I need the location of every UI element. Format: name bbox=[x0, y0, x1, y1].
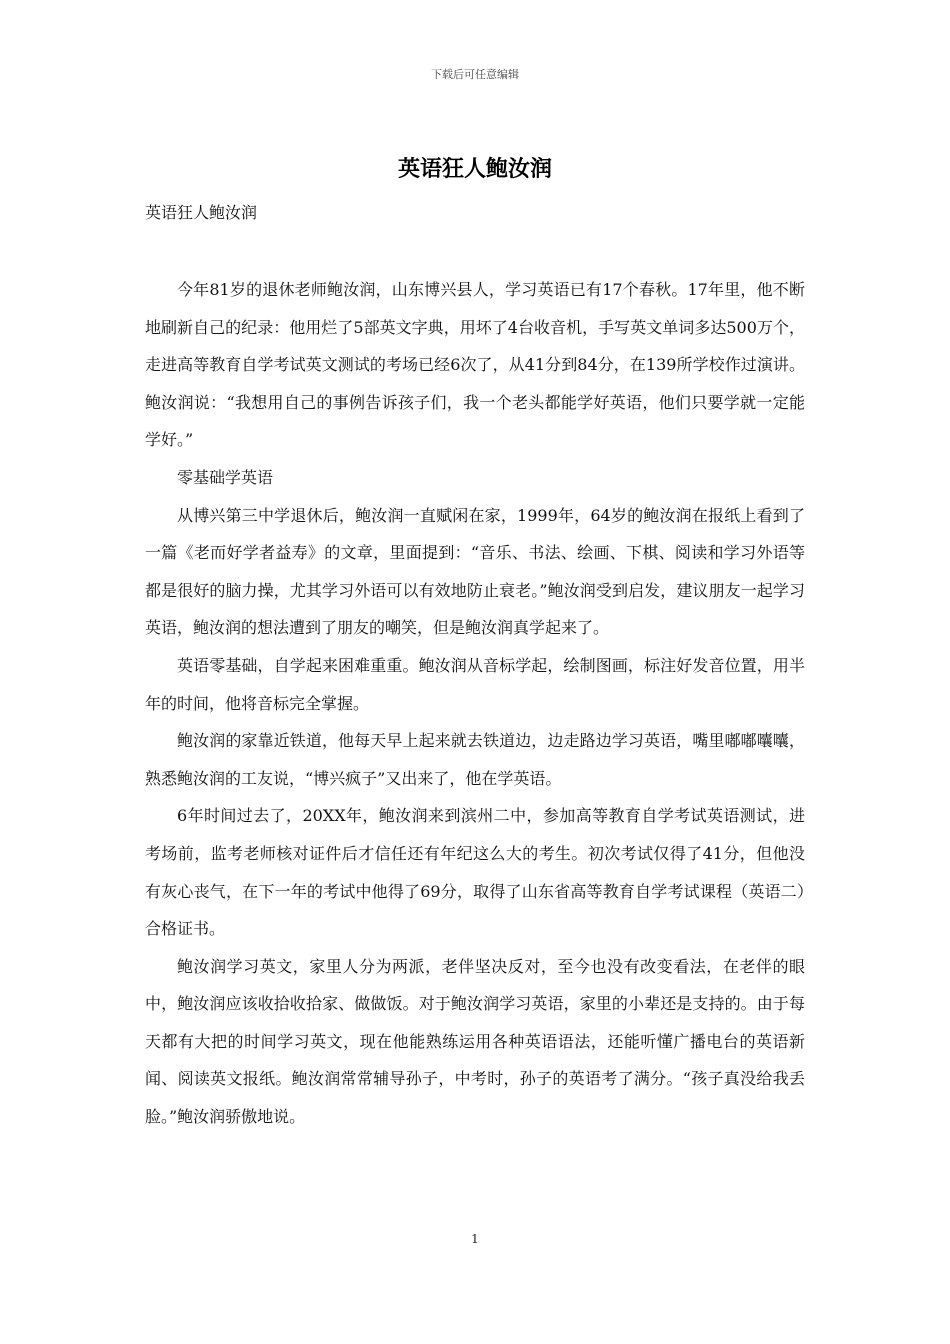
paragraph: 6年时间过去了，20XX年，鲍汝润来到滨州二中，参加高等教育自学考试英语测试，进考场前，监考老师核对证件后才信任还有年纪这么大的考生。初次考试仅得了41分，但他没有灰心丧气，在下一年的考试中他得了69分，取得了山东省高等教育自学考试课程（英语二）合格证书。 bbox=[145, 806, 805, 939]
section-heading: 零基础学英语 bbox=[177, 467, 274, 487]
page-number: 1 bbox=[471, 1232, 479, 1246]
paragraph: 鲍汝润学习英文，家里人分为两派，老伴坚决反对，至今也没有改变看法，在老伴的眼中，鲍汝润应该收拾收拾家、做做饭。对于鲍汝润学习英语，家里的小辈还是支持的。由于每天都有大把的时间学习英文，现在他能熟练运用各种英语语法，还能听懂广播电台的英语新闻、阅读英文报纸。鲍汝润常常辅导孙子，中考时，孙子的英语考了满分。“孩子真没给我丢脸。”鲍汝润骄傲地说。 bbox=[145, 956, 805, 1127]
document-subtitle: 英语狂人鲍汝润 bbox=[145, 203, 258, 222]
document-body bbox=[145, 271, 805, 1136]
document-title: 英语狂人鲍汝润 bbox=[397, 156, 552, 182]
paragraph: 从博兴第三中学退休后，鲍汝润一直赋闲在家，1999年，64岁的鲍汝润在报纸上看到了一篇《老而好学者益寿》的文章，里面提到：“音乐、书法、绘画、下棋、阅读和学习外语等都是很好的脑力操，尤其学习外语可以有效地防止衰老。”鲍汝润受到启发，建议朋友一起学习英语，鲍汝润的想法遭到了朋友的嘲笑，但是鲍汝润真学起来了。 bbox=[145, 505, 805, 638]
paragraph: 鲍汝润的家靠近铁道，他每天早上起来就去铁道边，边走路边学习英语，嘴里嘟嘟囔囔，熟悉鲍汝润的工友说，“博兴疯子”又出来了，他在学英语。 bbox=[145, 731, 805, 788]
paragraph: 英语零基础，自学起来困难重重。鲍汝润从音标学起，绘制图画，标注好发音位置，用半年的时间，他将音标完全掌握。 bbox=[145, 655, 805, 713]
header-note: 下载后可任意编辑 bbox=[431, 68, 519, 81]
paragraph: 今年81岁的退休老师鲍汝润，山东博兴县人，学习英语已有17个春秋。17年里，他不断地刷新自己的纪录：他用烂了5部英文字典，用坏了4台收音机，手写英文单词多达500万个，走进高等教育自学考试英文测试的考场已经6次了，从41分到84分，在139所学校作过演讲。鲍汝润说：“我想用自己的事例告诉孩子们，我一个老头都能学好英语，他们只要学就一定能学好。” bbox=[145, 280, 805, 450]
